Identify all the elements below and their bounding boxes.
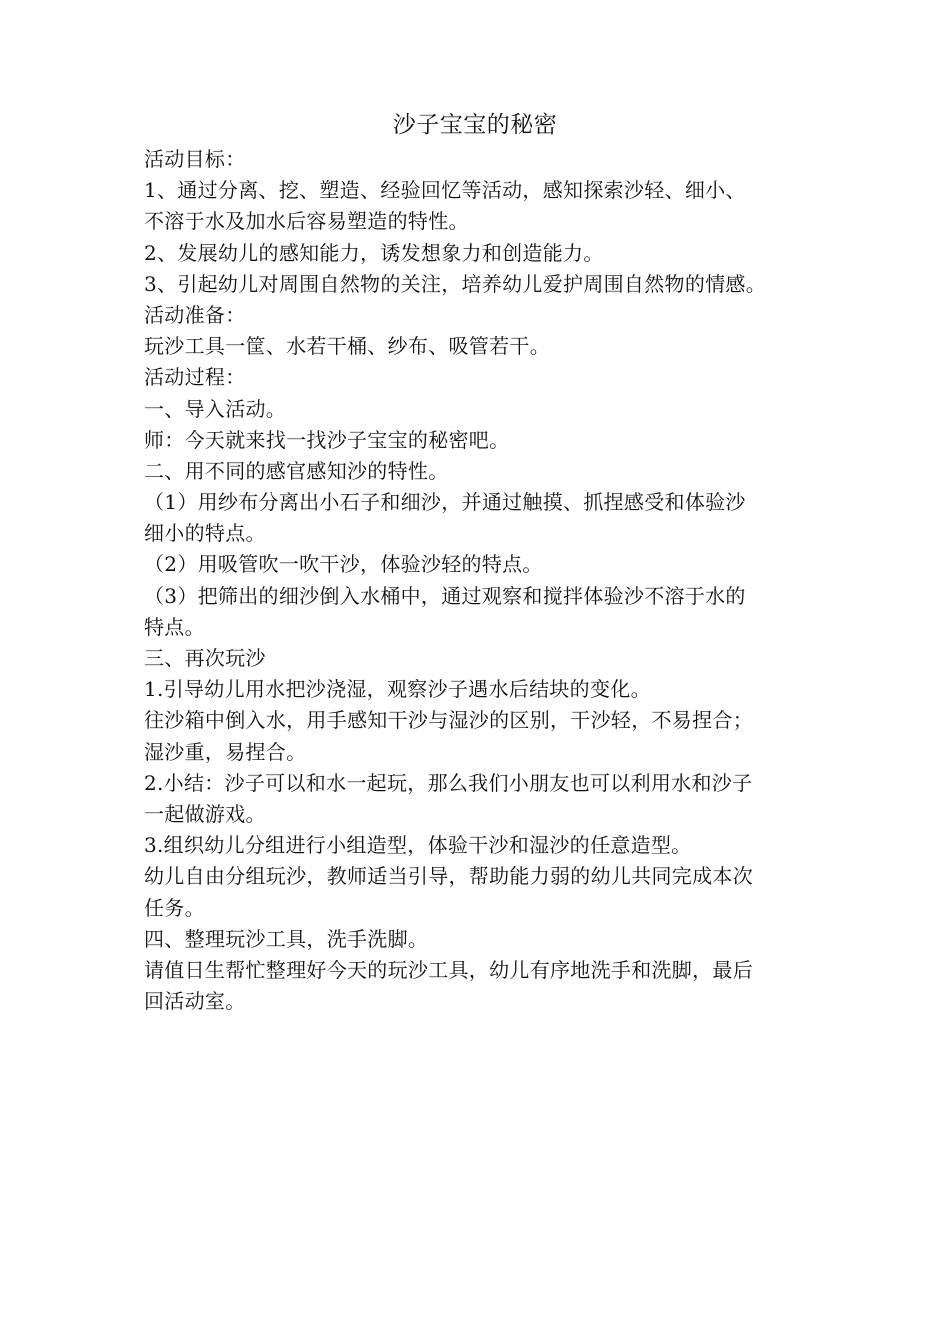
text-line: 1.引导幼儿用水把沙浇湿，观察沙子遇水后结块的变化。	[144, 677, 651, 702]
text-line: 2、发展幼儿的感知能力，诱发想象力和创造能力。	[144, 240, 604, 265]
text-line: 任务。	[144, 895, 205, 920]
text-line: （2）用吸管吹一吹干沙，体验沙轻的特点。	[144, 552, 543, 577]
text-line: 二、用不同的感官感知沙的特性。	[144, 458, 449, 483]
text-line: 往沙箱中倒入水，用手感知干沙与湿沙的区别，干沙轻，不易捏合；	[144, 708, 753, 733]
text-line: 三、再次玩沙	[144, 646, 266, 670]
text-line: 3、引起幼儿对周围自然物的关注，培养幼儿爱护周围自然物的情感。	[144, 271, 767, 296]
text-line: 幼儿自由分组玩沙，教师适当引导，帮助能力弱的幼儿共同完成本次	[144, 864, 753, 889]
document-title: 沙子宝宝的秘密	[392, 112, 558, 138]
text-line: 请值日生帮忙整理好今天的玩沙工具，幼儿有序地洗手和洗脚，最后	[144, 957, 753, 982]
text-line: 3.组织幼儿分组进行小组造型，体验干沙和湿沙的任意造型。	[144, 833, 692, 858]
text-line: 玩沙工具一筐、水若干桶、纱布、吸管若干。	[144, 334, 550, 359]
text-line: 1、通过分离、挖、塑造、经验回忆等活动，感知探索沙轻、细小、	[144, 178, 746, 203]
text-line: 活动准备：	[144, 302, 246, 327]
text-line: 湿沙重，易捏合。	[144, 739, 307, 764]
text-line: 特点。	[144, 614, 205, 639]
text-line: 活动目标：	[144, 147, 246, 171]
text-line: 四、整理玩沙工具，洗手洗脚。	[144, 926, 429, 951]
document-body	[144, 144, 814, 1017]
text-line: （3）把筛出的细沙倒入水桶中，通过观察和搅拌体验沙不溶于水的	[144, 583, 746, 608]
text-line: 一、导入活动。	[144, 396, 287, 421]
text-line: 不溶于水及加水后容易塑造的特性。	[144, 209, 469, 234]
text-line: 2.小结：沙子可以和水一起玩，那么我们小朋友也可以利用水和沙子	[144, 770, 753, 795]
text-line: 回活动室。	[144, 989, 246, 1014]
text-line: 一起做游戏。	[144, 801, 266, 826]
text-line: （1）用纱布分离出小石子和细沙，并通过触摸、抓捏感受和体验沙	[144, 490, 746, 515]
text-line: 细小的特点。	[144, 521, 266, 546]
text-line: 活动过程：	[144, 365, 246, 390]
text-line: 师：今天就来找一找沙子宝宝的秘密吧。	[144, 427, 510, 452]
